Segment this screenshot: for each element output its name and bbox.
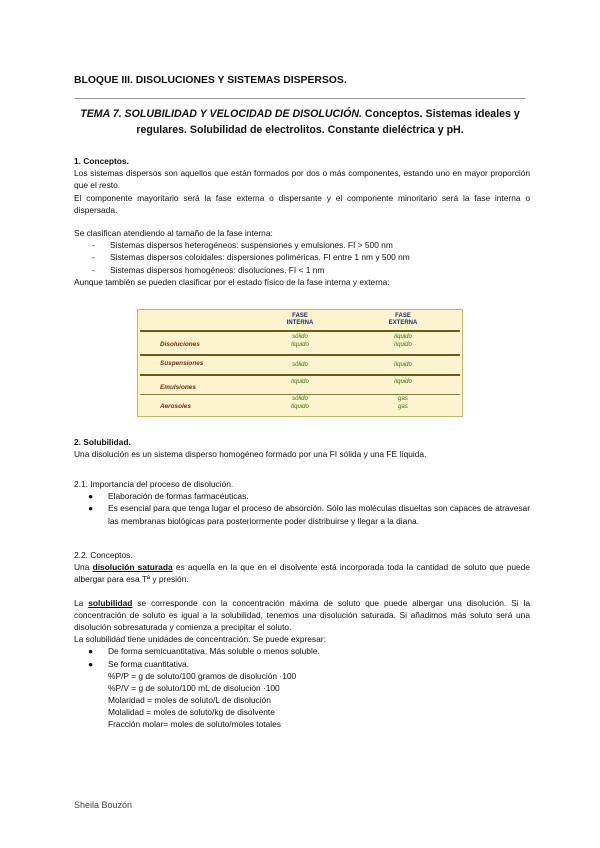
paragraph: Se clasifican atendiendo al tamaño de la fase interna: (74, 227, 273, 238)
row-label: Aerosoles (160, 403, 191, 410)
term-disolucion-saturada: disolución saturada (92, 562, 173, 573)
row-label: Suspensiones (160, 360, 204, 367)
table-header (138, 310, 462, 332)
bullet-icon: ● (88, 658, 94, 669)
paragraph: Aunque también se pueden clasificar por el estado físico de la fase interna y externa: (74, 276, 390, 287)
section-solubilidad (74, 436, 530, 460)
term-solubilidad: solubilidad (88, 597, 133, 608)
tema-title-italic: TEMA 7. SOLUBILIDAD Y VELOCIDAD DE DISOLUCIÓN. (80, 108, 362, 120)
cell-externa: gas gas (398, 396, 408, 410)
table-divider (140, 354, 460, 356)
table-divider (140, 374, 460, 376)
section-importancia (74, 478, 530, 527)
section-heading: 2.2. Conceptos. (74, 550, 133, 560)
table-divider (140, 394, 460, 395)
list-item: - Sistemas dispersos heterogéneos: suspensiones y emulsiones. FI > 500 nm (92, 239, 530, 251)
section-heading: 2. Solubilidad. (74, 437, 131, 447)
paragraph: La solubilidad se corresponde con la concentración máxima de soluto que puede albergar una disolución. Si la concentración de soluto es igual a la solubilidad, tenemos una disolución saturada. Si añadimos más soluto será una disolución sobresaturada y comienza a precipitar el soluto. (74, 597, 530, 632)
classification-list (74, 239, 530, 276)
tema-title-line2: regulares. Solubilidad de electrolitos. Constante dieléctrica y pH. (136, 124, 464, 137)
bullet-icon: ● (88, 646, 94, 657)
formula: Fracción molar= moles de soluto/moles totales (108, 719, 281, 730)
section-conceptos (74, 155, 530, 288)
cell-interna: sólido (292, 362, 308, 368)
table-divider (140, 330, 460, 332)
formula: %P/V = g de soluto/100 mL de disolución ·100 (108, 682, 280, 693)
list-item: ● De forma semicuantitativa. Más soluble o menos soluble. (88, 646, 320, 657)
paragraph: La solubilidad tiene unidades de concentración. Se puede expresar: (74, 634, 326, 645)
phase-table (137, 309, 463, 417)
paragraph: El componente mayoritario será la fase externa o dispersante y el componente minoritario será la fase interna o dispersada. (74, 192, 530, 215)
list-item: ● Es esencial para que tenga lugar el proceso de absorción. Sólo las moléculas disueltas son capaces de atravesar las membranas biológicas para posteriormente poder distribuirse y llegar a la diana. (88, 503, 530, 526)
formula: %P/P = g de soluto/100 gramos de disolución ·100 (108, 670, 297, 681)
expression-list (74, 645, 530, 669)
bullet-icon: ● (88, 491, 94, 502)
formula-list (74, 670, 530, 731)
list-item: - Sistemas dispersos homogéneos: disoluciones. FI < 1 nm (92, 264, 530, 276)
section-heading: 1. Conceptos. (74, 156, 129, 166)
paragraph: Los sistemas dispersos son aquellos que están formados por dos o más componentes, estando uno en mayor proporción que el resto. (74, 168, 530, 191)
page-footer-author: Sheila Bouzón (74, 800, 133, 810)
list-item: ● Elaboración de formas farmacéuticas. (88, 491, 249, 502)
block-title: BLOQUE III. DISOLUCIONES Y SISTEMAS DISPERSOS. (74, 75, 347, 86)
header-fase-externa: FASE EXTERNA (388, 313, 418, 327)
title-divider (74, 98, 526, 99)
cell-interna: sólido líquido (291, 396, 309, 410)
cell-interna: sólido líquido (291, 334, 309, 348)
tema-title (74, 106, 526, 139)
paragraph: Una disolución saturada es aquella en la que en el disolvente está incorporada toda la cantidad de soluto que puede albergar para esa Tª y presión. (74, 562, 530, 585)
list-item: ● Se forma cuantitativa. (88, 658, 189, 669)
row-label: Emulsiones (160, 384, 196, 391)
formula: Molalidad = moles de soluto/kg de disolvente (108, 707, 275, 718)
header-fase-interna: FASE INTERNA (286, 313, 314, 327)
cell-externa: líquido (394, 362, 412, 368)
bullet-icon: ● (88, 503, 94, 514)
cell-externa: líquido líquido (394, 334, 412, 348)
formula: Molaridad = moles de soluto/L de disolución (108, 695, 271, 706)
paragraph: Una disolución es un sistema disperso homogéneo formado por una FI sólida y una FE líquida. (74, 449, 427, 460)
importance-list (74, 490, 530, 527)
section-heading: 2.1. Importancia del proceso de disolución. (74, 479, 234, 489)
section-conceptos-2 (74, 549, 530, 731)
tema-title-rest: Conceptos. Sistemas ideales y (361, 108, 520, 120)
cell-interna: líquido (291, 379, 309, 385)
row-label: Disoluciones (160, 341, 200, 348)
cell-externa: líquido (394, 379, 412, 385)
list-item: - Sistemas dispersos coloidales: dispersiones poliméricas. FI entre 1 nm y 500 nm (92, 251, 530, 263)
